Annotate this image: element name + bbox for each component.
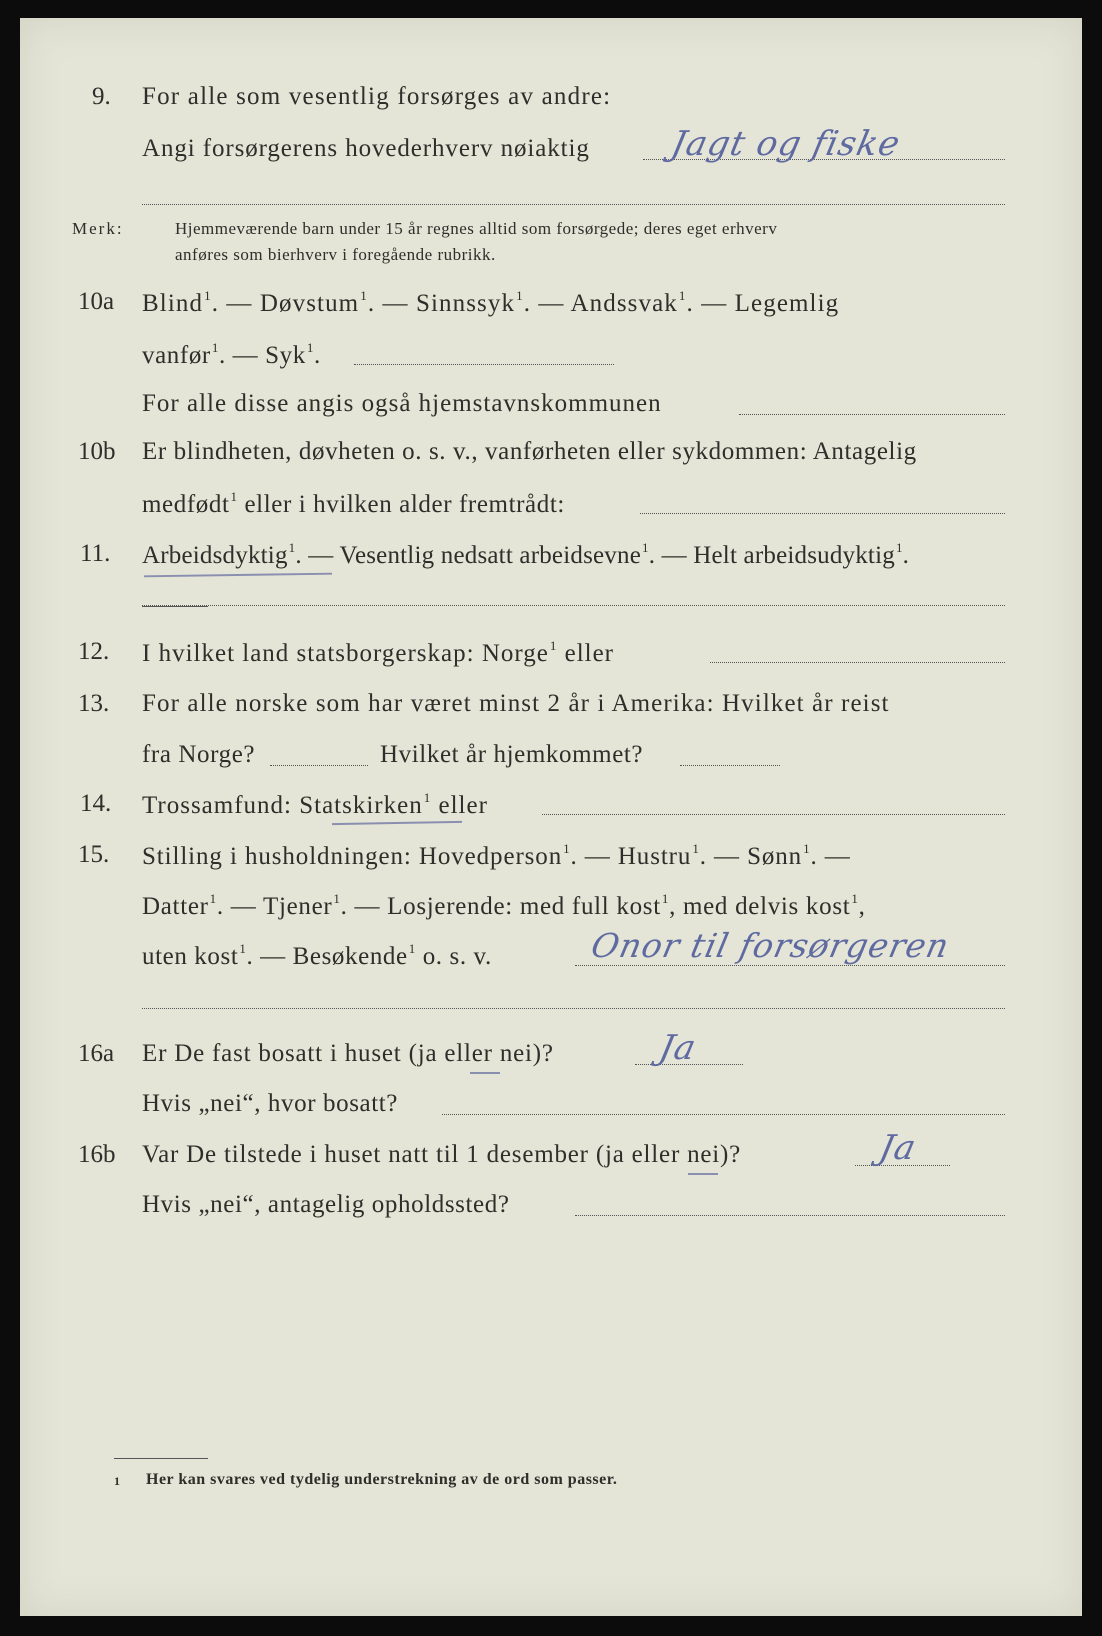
footnote-ref-mark: 1 xyxy=(333,891,341,906)
q15-line-3: uten kost$^1$. — Besøkende$^1$ o. s. v. xyxy=(142,941,492,970)
q15-line-2: Datter$^1$. — Tjener$^1$. — Losjerende: med full kost$^1$, med delvis kost$^1$, xyxy=(142,891,866,920)
q10a-line-1: Blind$^1$. — Døvstum$^1$. — Sinnssyk$^1$. — Andssvak$^1$. — Legemlig xyxy=(142,288,840,317)
q16b-pencil-underline xyxy=(688,1173,718,1175)
q16a-line-2: Hvis „nei“, hvor bosatt? xyxy=(142,1090,399,1117)
q13-number: 13. xyxy=(78,690,110,717)
footnote-ref-mark: 1 xyxy=(306,340,314,355)
q9-line-1: For alle som vesentlig forsørges av andre: xyxy=(142,83,612,110)
q11-solid-segment xyxy=(142,606,208,607)
q11-line-1: Arbeidsdyktig$^1$. — Vesentlig nedsatt arbeidsevne$^1$. — Helt arbeidsudyktig$^1$. xyxy=(142,540,910,569)
q16b-handwritten-answer: Ja xyxy=(875,1128,921,1168)
footnote-ref-mark: 1 xyxy=(211,340,219,355)
q14-number: 14. xyxy=(80,790,112,817)
q9-handwritten-answer: Jagt og fiske xyxy=(667,124,905,164)
q13-line-1: For alle norske som har været minst 2 år i Amerika: Hvilket år reist xyxy=(142,690,890,717)
q16a-pencil-underline xyxy=(470,1072,500,1074)
q16a-residence-dotted-line xyxy=(442,1114,1005,1115)
q13-year-returned-dotted-line xyxy=(680,765,780,766)
footnote-ref-mark: 1 xyxy=(661,891,670,906)
q10a-line-2: vanfør$^1$. — Syk$^1$. xyxy=(142,340,321,369)
footnote-ref-mark: 1 xyxy=(549,638,558,653)
q14-pencil-underline xyxy=(332,821,462,825)
footnote-ref-mark: 1 xyxy=(230,489,238,504)
q13-year-left-dotted-line xyxy=(270,765,368,766)
footnote-ref-mark: 1 xyxy=(204,288,212,303)
footnote-ref-mark: 1 xyxy=(851,891,859,906)
q16b-number: 16b xyxy=(78,1141,116,1168)
merk-line-2: anføres som bierhverv i foregående rubrikk. xyxy=(175,245,496,264)
q16b-whereabouts-dotted-line xyxy=(575,1215,1005,1216)
q15-line-1: Stilling i husholdningen: Hovedperson$^1$. — Hustru$^1$. — Sønn$^1$. — xyxy=(142,841,851,870)
footnote-ref-mark: 1 xyxy=(692,841,700,856)
q12-answer-dotted-line xyxy=(710,662,1005,663)
footnote-ref-mark: 1 xyxy=(516,288,524,303)
merk-line-1: Hjemmeværende barn under 15 år regnes alltid som forsørgede; deres eget erhverv xyxy=(175,219,778,238)
footnote-text: Her kan svares ved tydelig understrekning av de ord som passer. xyxy=(146,1471,618,1488)
footnote-ref-mark: 1 xyxy=(563,841,571,856)
q11-extra-dotted-line xyxy=(142,605,1005,606)
q10b-number: 10b xyxy=(78,438,116,465)
q11-pencil-underline xyxy=(144,573,332,578)
footnote-ref-mark: 1 xyxy=(360,288,368,303)
q10b-line-2: medfødt$^1$ eller i hvilken alder fremtrådt: xyxy=(142,489,565,518)
q16a-line-1: Er De fast bosatt i huset (ja eller nei)? xyxy=(142,1040,554,1067)
q10a-number: 10a xyxy=(78,288,115,315)
census-form-page xyxy=(20,18,1082,1616)
q12-line-1: I hvilket land statsborgerskap: Norge$^1$ eller xyxy=(142,638,615,667)
q10a-answer-dotted-line xyxy=(354,364,614,365)
q15-answer-dotted-line xyxy=(575,965,1005,966)
footnote-ref-mark: 1 xyxy=(642,540,649,555)
q9-extra-dotted-line xyxy=(142,204,1005,205)
q9-line-2: Angi forsørgerens hovederhverv nøiaktig xyxy=(142,135,590,162)
q10a-line-3: For alle disse angis også hjemstavnskommunen xyxy=(142,390,662,417)
q16b-line-2: Hvis „nei“, antagelig opholdssted? xyxy=(142,1191,510,1218)
footnote-mark: 1 xyxy=(114,1474,121,1488)
footnote-ref-mark: 1 xyxy=(423,790,432,805)
footnote-ref-mark: 1 xyxy=(209,891,217,906)
q10a-home-municipality-dotted-line xyxy=(739,414,1005,415)
q11-number: 11. xyxy=(80,540,111,567)
q10b-line-1: Er blindheten, døvheten o. s. v., vanførheten eller sykdommen: Antagelig xyxy=(142,438,917,465)
footnote-ref-mark: 1 xyxy=(895,540,903,555)
q15-extra-dotted-line xyxy=(142,1008,1005,1009)
footnote-separator xyxy=(114,1458,208,1459)
footnote-ref-mark: 1 xyxy=(239,941,247,956)
q16b-line-1: Var De tilstede i huset natt til 1 desember (ja eller nei)? xyxy=(142,1141,742,1168)
footnote-ref-mark: 1 xyxy=(803,841,811,856)
q10b-answer-dotted-line xyxy=(640,513,1005,514)
q13-line-2b: Hvilket år hjemkommet? xyxy=(380,741,644,768)
q15-handwritten-answer: Onor til forsørgeren xyxy=(587,926,954,965)
q14-answer-dotted-line xyxy=(542,814,1005,815)
merk-label: Merk: xyxy=(72,219,124,238)
footnote-ref-mark: 1 xyxy=(678,288,687,303)
q15-number: 15. xyxy=(78,841,110,868)
footnote-ref-mark: 1 xyxy=(288,540,296,555)
q9-number: 9. xyxy=(92,83,111,110)
q12-number: 12. xyxy=(78,638,110,665)
q16a-number: 16a xyxy=(78,1040,115,1067)
footnote-ref-mark: 1 xyxy=(408,941,416,956)
q14-line-1: Trossamfund: Statskirken$^1$ eller xyxy=(142,790,488,819)
q13-line-2a: fra Norge? xyxy=(142,741,256,768)
q16a-handwritten-answer: Ja xyxy=(655,1028,701,1068)
